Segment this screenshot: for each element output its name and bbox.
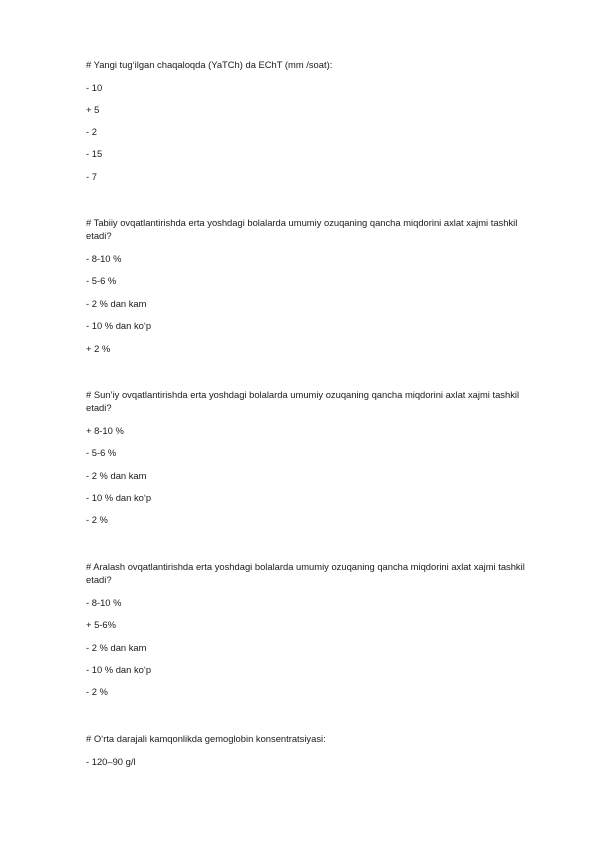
question-3-option-2: - 5-6 % [86,447,117,458]
question-3-option-5: - 2 % [86,514,108,525]
question-1-option-2: + 5 [86,104,100,115]
question-2-option-2: - 5-6 % [86,275,117,286]
question-1-option-5: - 7 [86,171,97,182]
question-4-option-2: + 5-6% [86,619,116,630]
question-3-text: # Sun’iy ovqatlantirishda erta yoshdagi bolalarda umumiy ozuqaning qancha miqdorini axlat xajmi tashkil etadi? [86,389,520,413]
question-1-option-1: - 10 [86,82,103,93]
question-2-option-3: - 2 % dan kam [86,298,147,309]
question-2-option-5: + 2 % [86,343,111,354]
question-4-option-1: - 8-10 % [86,597,122,608]
question-5-option-1: - 120–90 g/l [86,756,136,767]
question-3-option-3: - 2 % dan kam [86,470,147,481]
question-4-option-4: - 10 % dan ko‘p [86,664,152,675]
question-1-option-3: - 2 [86,126,97,137]
question-3-option-1: + 8-10 % [86,425,124,436]
question-2-option-1: - 8-10 % [86,253,122,264]
question-4-text: # Aralash ovqatlantirishda erta yoshdagi bolalarda umumiy ozuqaning qancha miqdorini axlat xajmi tashkil etadi? [86,561,525,585]
question-4-option-5: - 2 % [86,686,108,697]
question-4-option-3: - 2 % dan kam [86,642,147,653]
question-5-text: # O‘rta darajali kamqonlikda gemoglobin konsentratsiyasi: [86,733,326,744]
question-2-option-4: - 10 % dan ko‘p [86,320,152,331]
question-1-text: # Yangi tug‘ilgan chaqaloqda (YaTCh) da EChT (mm /soat): [86,59,333,70]
question-2-text: # Tabiiy ovqatlantirishda erta yoshdagi bolalarda umumiy ozuqaning qancha miqdorini axlat xajmi tashkil etadi? [86,217,518,241]
question-1-option-4: - 15 [86,148,103,159]
question-3-option-4: - 10 % dan ko‘p [86,492,152,503]
